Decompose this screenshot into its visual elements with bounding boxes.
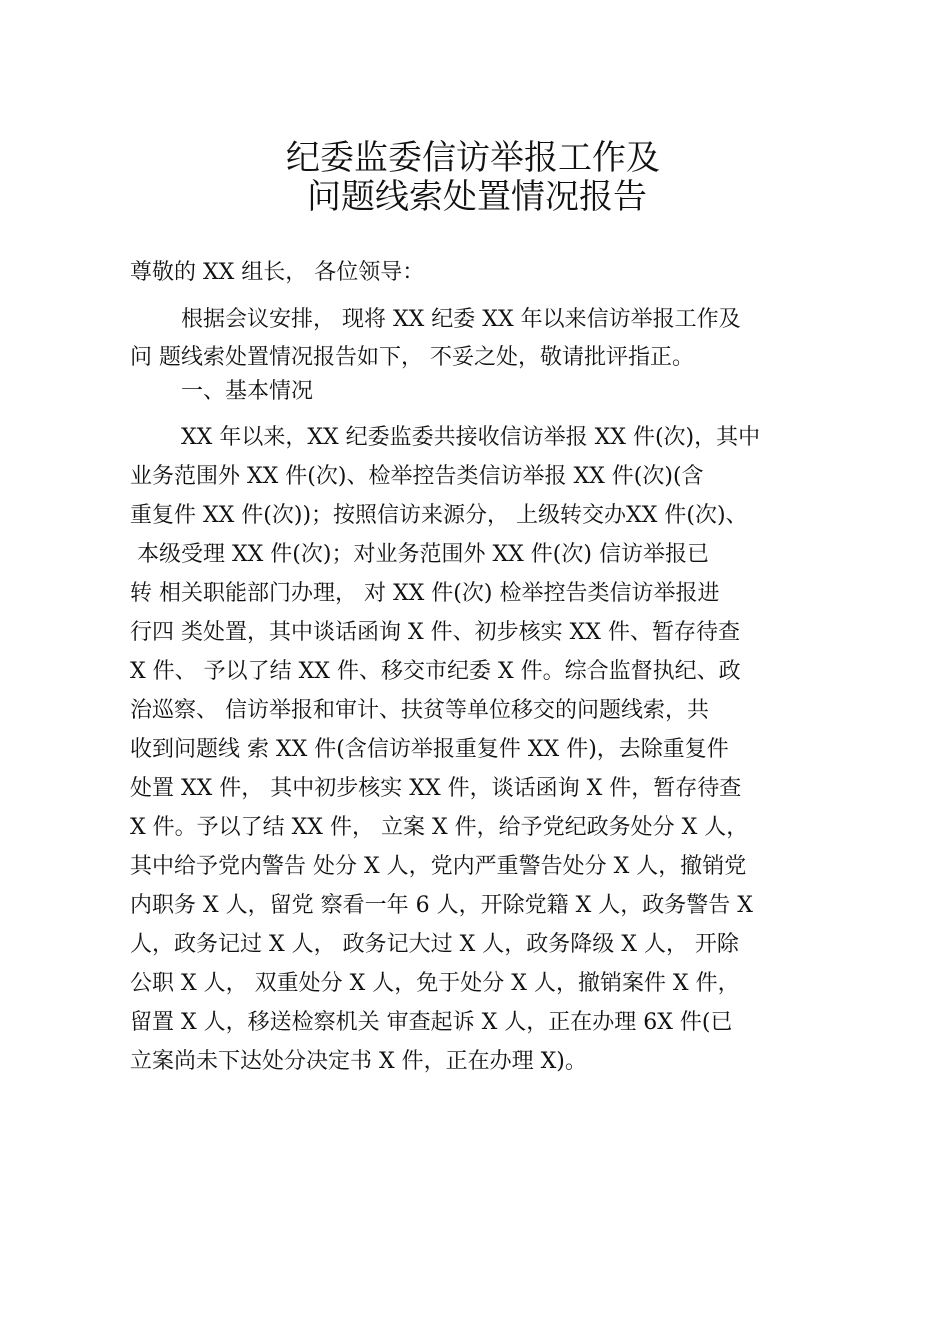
intro-line-1: 根据会议安排， 现将 XX 纪委 XX 年以来信访举报工作及 — [181, 307, 741, 332]
body-line-13: 内职务 X 人，留党 察看一年 6 人，开除党籍 X 人，政务警告 X — [130, 893, 753, 918]
body-line-8: 治巡察、 信访举报和审计、扶贫等单位移交的问题线索，共 — [130, 698, 709, 723]
body-line-16: 留置 X 人，移送检察机关 审查起诉 X 人，正在办理 6X 件(已 — [130, 1010, 733, 1035]
body-line-6: 行四 类处置，其中谈话函询 X 件、初步核实 XX 件、暂存待查 — [130, 620, 740, 645]
body-line-2: 业务范围外 XX 件(次)、检举控告类信访举报 XX 件(次)(含 — [130, 464, 704, 489]
body-line-7: X 件、 予以了结 XX 件、移交市纪委 X 件。综合监督执纪、政 — [130, 659, 741, 684]
body-line-15: 公职 X 人， 双重处分 X 人，免于处分 X 人，撤销案件 X 件， — [130, 971, 740, 996]
body-line-11: X 件。予以了结 XX 件， 立案 X 件，给予党纪政务处分 X 人， — [130, 815, 749, 840]
body-line-17: 立案尚未下达处分决定书 X 件，正在办理 X)。 — [130, 1049, 587, 1074]
section-heading-basic-situation: 一、基本情况 — [181, 379, 314, 404]
body-line-10: 处置 XX 件， 其中初步核实 XX 件，谈话函询 X 件，暂存待查 — [130, 776, 742, 801]
body-line-9: 收到问题线 索 XX 件(含信访举报重复件 XX 件)，去除重复件 — [130, 737, 729, 762]
body-line-14: 人，政务记过 X 人， 政务记大过 X 人，政务降级 X 人， 开除 — [130, 932, 739, 957]
document-title-line-2: 问题线索处置情况报告 — [307, 177, 647, 217]
body-line-3: 重复件 XX 件(次))；按照信访来源分， 上级转交办XX 件(次)、 — [130, 503, 748, 528]
salutation: 尊敬的 XX 组长， 各位领导： — [130, 260, 425, 285]
intro-line-2: 问 题线索处置情况报告如下， 不妥之处，敬请批评指正。 — [130, 345, 694, 370]
body-line-5: 转 相关职能部门办理， 对 XX 件(次) 检举控告类信访举报进 — [130, 581, 720, 606]
document-title-line-1: 纪委监委信访举报工作及 — [286, 138, 660, 178]
body-line-12: 其中给予党内警告 处分 X 人，党内严重警告处分 X 人，撤销党 — [130, 854, 747, 879]
body-line-4: 本级受理 XX 件(次)；对业务范围外 XX 件(次) 信访举报已 — [130, 542, 709, 567]
body-line-1: XX 年以来，XX 纪委监委共接收信访举报 XX 件(次)，其中 — [181, 425, 761, 450]
